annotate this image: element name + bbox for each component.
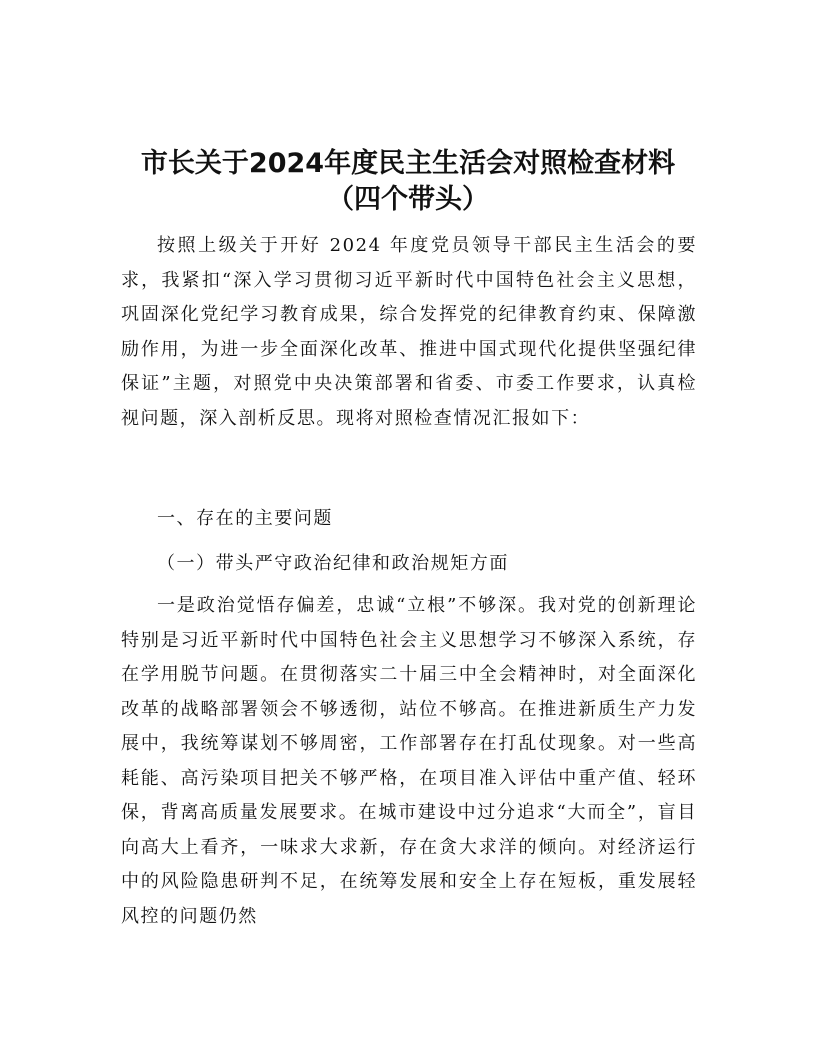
intro-paragraph: 按照上级关于开好 2024 年度党员领导干部民主生活会的要求，我紧扣“深入学习贯彻习近平新时代中国特色社会主义思想，巩固深化党纪学习教育成果，综合发挥党的纪律教育约束、保障激励作用，为进一步全面深化改革、推进中国式现代化提供坚强纪律保证”主题，对照党中央决策部署和省委、市委工作要求，认真检视问题，深入剖析反思。现将对照检查情况汇报如下： — [121, 235, 697, 429]
subsection-heading: （一）带头严守政治纪律和政治规矩方面 — [157, 553, 509, 574]
body-paragraph: 一是政治觉悟存偏差，忠诚“立根”不够深。我对党的创新理论特别是习近平新时代中国特色社会主义思想学习不够深入系统，存在学用脱节问题。在贯彻落实二十届三中全会精神时，对全面深化改革的战略部署领会不够透彻，站位不够高。在推进新质生产力发展中，我统筹谋划不够周密，工作部署存在打乱仗现象。对一些高耗能、高污染项目把关不够严格，在项目准入评估中重产值、轻环保，背离高质量发展要求。在城市建设中过分追求“大而全”，盲目向高大上看齐，一味求大求新，存在贪大求洋的倾向。对经济运行中的风险隐患研判不足，在统筹发展和安全上存在短板，重发展轻风控的问题仍然 — [121, 595, 697, 927]
document-title-line2: （四个带头） — [327, 184, 489, 215]
document-title-line1: 市长关于2024年度民主生活会对照检查材料 — [140, 148, 676, 179]
section-heading: 一、存在的主要问题 — [157, 508, 333, 529]
